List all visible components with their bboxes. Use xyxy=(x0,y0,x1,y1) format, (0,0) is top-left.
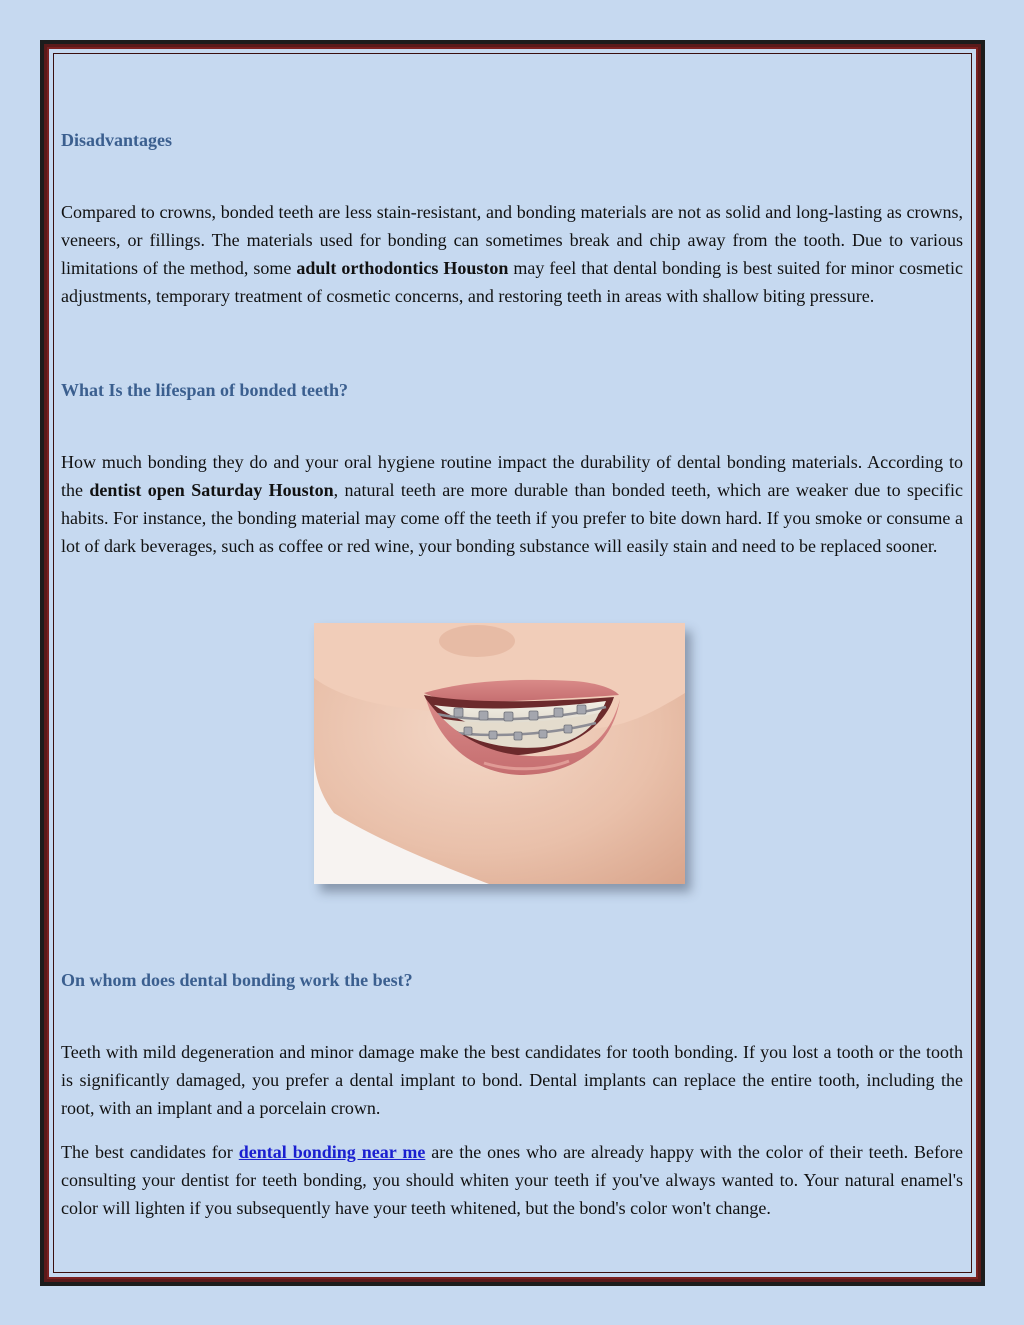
paragraph-text: may feel that dental bonding is best suited for minor cosmetic adjustments, temporary treatment of cosmetic concerns, and restoring teeth in areas with shallow biting pressure. xyxy=(61,258,963,306)
heading-lifespan: What Is the lifespan of bonded teeth? xyxy=(61,380,349,400)
bold-phrase: adult orthodontics Houston xyxy=(296,258,509,278)
paragraph-lifespan xyxy=(61,448,963,560)
paragraph-text: are the ones who are already happy with the color of their teeth. Before consulting your dentist for teeth bonding, you should whiten your teeth if you've always wanted to. Your natural enamel's color will lighten if you subsequently have your teeth whitened, but the bond's color won't change. xyxy=(61,1142,964,1218)
paragraph-candidates-2 xyxy=(61,1138,963,1222)
paragraph-text: How much bonding they do and your oral hygiene routine impact the durability of dental bonding materials. According to the xyxy=(61,452,963,500)
heading-disadvantages: Disadvantages xyxy=(61,130,173,150)
dental-bonding-link[interactable]: dental bonding near me xyxy=(238,1142,426,1162)
paragraph-text: , natural teeth are more durable than bonded teeth, which are weaker due to specific habits. For instance, the bonding material may come off the teeth if you prefer to bite down hard. If you smoke or consume a lot of dark beverages, such as coffee or red wine, your bonding substance will easily stain and need to be replaced sooner. xyxy=(61,480,963,556)
paragraph-text: The best candidates for xyxy=(61,1142,239,1162)
paragraph-candidates-1: Teeth with mild degeneration and minor damage make the best candidates for tooth bonding. If you lost a tooth or the tooth is significantly damaged, you prefer a dental implant to bond. Dental implants can replace the entire tooth, including the root, with an implant and a porcelain crown. xyxy=(61,1042,963,1118)
paragraph-text: Compared to crowns, bonded teeth are less stain-resistant, and bonding materials are not as solid and long-lasting as crowns, veneers, or fillings. The materials used for bonding can sometimes break and chip away from the tooth. Due to various limitations of the method, some xyxy=(61,202,963,278)
paragraph-disadvantages xyxy=(61,198,963,310)
smile-braces-photo xyxy=(314,623,685,884)
heading-candidates: On whom does dental bonding work the best? xyxy=(61,970,413,990)
bold-phrase: dentist open Saturday Houston xyxy=(89,480,334,500)
